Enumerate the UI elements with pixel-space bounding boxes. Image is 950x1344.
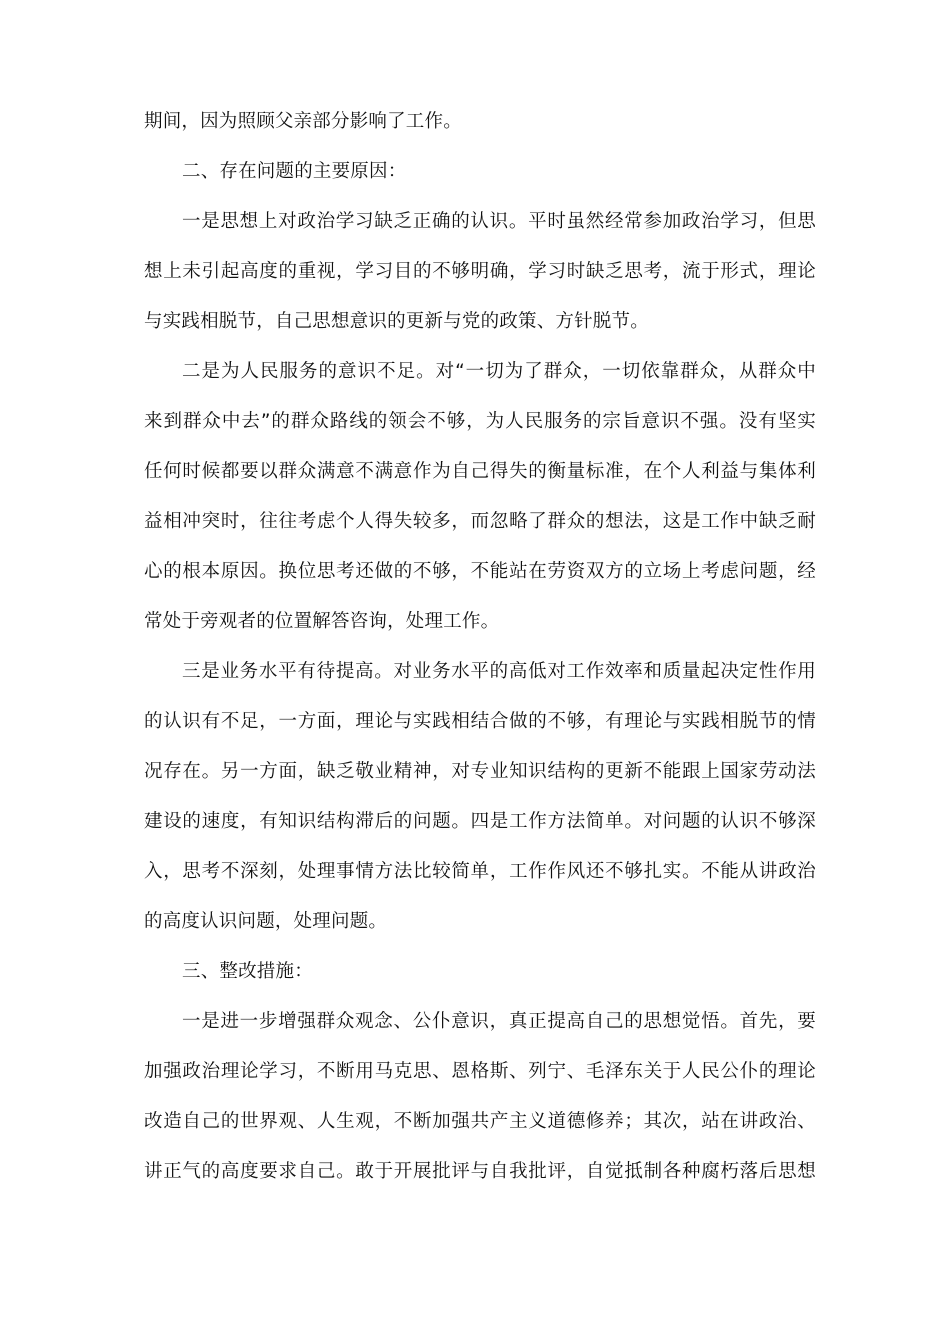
paragraph-line: 加强政治理论学习，不断用马克思、恩格斯、列宁、毛泽东关于人民公仆的理论 [144, 1061, 816, 1082]
paragraph-line: 来到群众中去”的群众路线的领会不够，为人民服务的宗旨意识不强。没有坚实 [144, 411, 816, 432]
paragraph-line: 的认识有不足，一方面，理论与实践相结合做的不够，有理论与实践相脱节的情 [144, 711, 816, 732]
section-heading: 二、存在问题的主要原因： [182, 161, 407, 182]
paragraph-line: 入，思考不深刻，处理事情方法比较简单，工作作风还不够扎实。不能从讲政治 [144, 861, 816, 882]
paragraph-line: 改造自己的世界观、人生观，不断加强共产主义道德修养；其次，站在讲政治、 [144, 1111, 816, 1132]
paragraph-line: 建设的速度，有知识结构滞后的问题。四是工作方法简单。对问题的认识不够深 [144, 811, 816, 832]
section-heading: 三、整改措施： [182, 961, 313, 982]
paragraph-line: 与实践相脱节，自己思想意识的更新与党的政策、方针脱节。 [144, 311, 649, 332]
paragraph-line: 一是进一步增强群众观念、公仆意识，真正提高自己的思想觉悟。首先，要 [182, 1011, 816, 1032]
paragraph-line: 心的根本原因。换位思考还做的不够，不能站在劳资双方的立场上考虑问题，经 [144, 561, 816, 582]
paragraph-line: 益相冲突时，往往考虑个人得失较多，而忽略了群众的想法，这是工作中缺乏耐 [144, 511, 816, 532]
paragraph-line: 的高度认识问题，处理问题。 [144, 911, 388, 932]
paragraph-line: 况存在。另一方面，缺乏敬业精神，对专业知识结构的更新不能跟上国家劳动法 [144, 761, 816, 782]
paragraph-line: 常处于旁观者的位置解答咨询，处理工作。 [144, 611, 500, 632]
paragraph-line: 三是业务水平有待提高。对业务水平的高低对工作效率和质量起决定性作用 [182, 661, 816, 682]
paragraph-line: 一是思想上对政治学习缺乏正确的认识。平时虽然经常参加政治学习，但思 [182, 211, 816, 232]
paragraph-line: 期间，因为照顾父亲部分影响了工作。 [144, 111, 462, 132]
paragraph-line: 想上未引起高度的重视，学习目的不够明确，学习时缺乏思考，流于形式，理论 [144, 261, 816, 282]
paragraph-line: 二是为人民服务的意识不足。对“一切为了群众，一切依靠群众，从群众中 [182, 361, 816, 382]
paragraph-line: 讲正气的高度要求自己。敢于开展批评与自我批评，自觉抵制各种腐朽落后思想 [144, 1161, 816, 1182]
paragraph-line: 任何时候都要以群众满意不满意作为自己得失的衡量标准，在个人利益与集体利 [144, 461, 816, 482]
